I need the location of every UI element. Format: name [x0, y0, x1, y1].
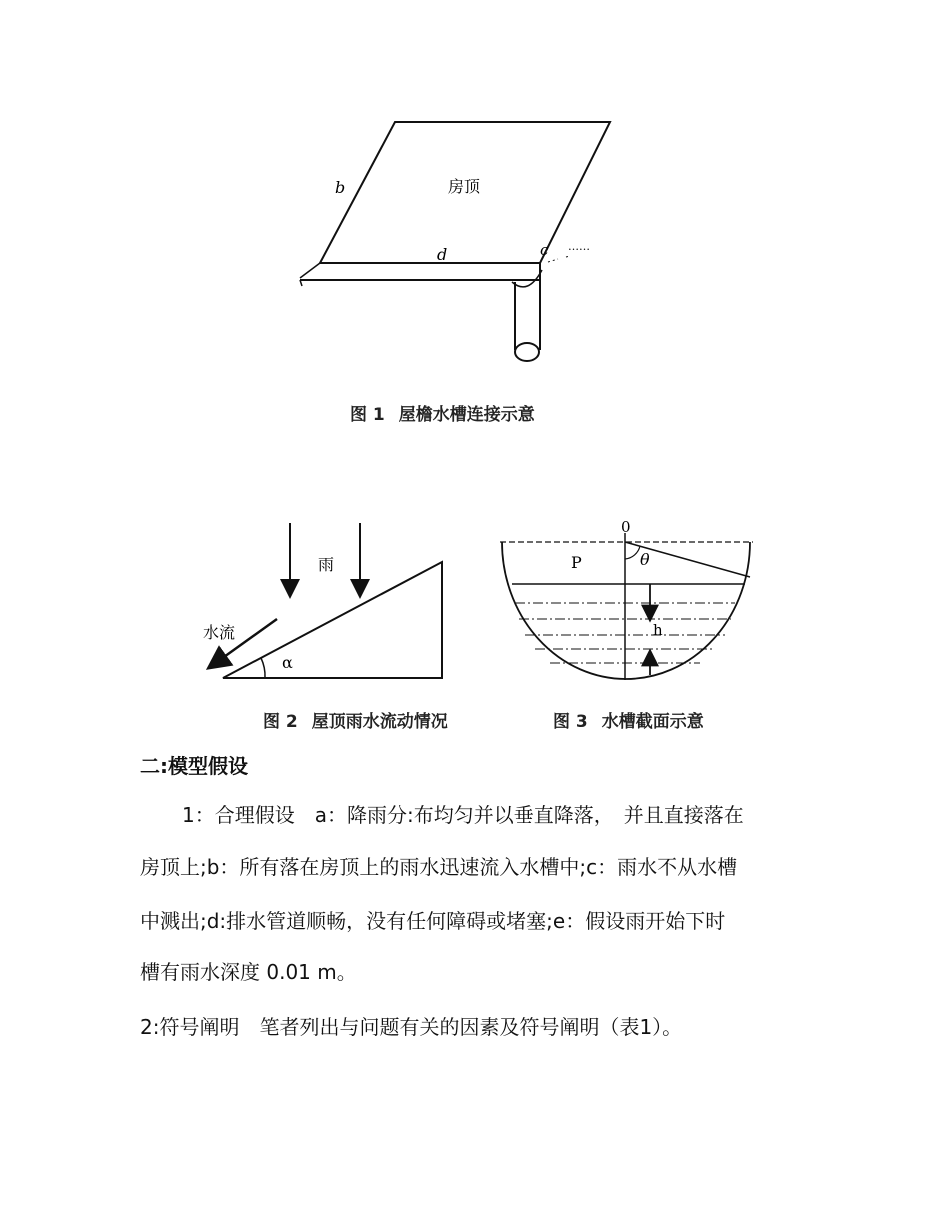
pipe-joint: [512, 270, 542, 287]
figure-2-diagram: [190, 515, 460, 685]
figure-1-diagram: [290, 110, 630, 380]
para1-line1: 1：合理假设 a：降雨分:布均匀并以垂直降落， 并且直接落在: [182, 803, 744, 827]
label-zero: 0: [621, 518, 631, 536]
figure-1-caption: [350, 400, 535, 425]
label-rain: 雨: [318, 555, 335, 574]
figure-3-diagram: [495, 515, 760, 690]
label-theta: θ: [640, 550, 650, 569]
label-roof: 房顶: [448, 177, 481, 196]
para2-line1: 2:符号阐明 笔者列出与问题有关的因素及符号阐明（表1）。: [140, 1015, 683, 1039]
figure-3-number: 图 3: [553, 712, 588, 732]
dotted-extension: [548, 256, 570, 262]
roof-slope-triangle: [223, 562, 442, 678]
figure-3-title: 水槽截面示意: [601, 712, 704, 732]
para1-line2: 房顶上;b：所有落在房顶上的雨水迅速流入水槽中;c：雨水不从水槽: [140, 855, 738, 879]
label-water-flow: 水流: [203, 623, 236, 642]
label-h: h: [653, 621, 663, 639]
label-alpha: α: [282, 653, 293, 672]
figure-2-title: 屋顶雨水流动情况: [311, 712, 448, 732]
gutter-left-end: [300, 263, 320, 286]
figure-1-number: 图 1: [350, 405, 385, 425]
label-d: d: [437, 245, 448, 264]
figure-1-title: 屋檐水槽连接示意: [398, 405, 535, 425]
figure-2-caption: [263, 707, 448, 732]
gutter-semicircle: [502, 542, 750, 679]
downpipe-opening: [515, 343, 539, 361]
theta-arc: [625, 546, 640, 559]
label-c: c: [540, 241, 549, 259]
para1-line3: 中溅出;d:排水管道顺畅，没有任何障碍或堵塞;e：假设雨开始下时: [140, 909, 726, 933]
label-b: b: [335, 178, 346, 197]
angle-arc: [261, 658, 265, 678]
figure-2-number: 图 2: [263, 712, 298, 732]
figure-3-caption: [553, 707, 704, 732]
section-heading: 二:模型假设: [140, 754, 248, 778]
para1-line4: 槽有雨水深度 0.01 m。: [140, 960, 357, 984]
label-dots: ……: [568, 240, 590, 253]
label-p: P: [571, 553, 582, 572]
